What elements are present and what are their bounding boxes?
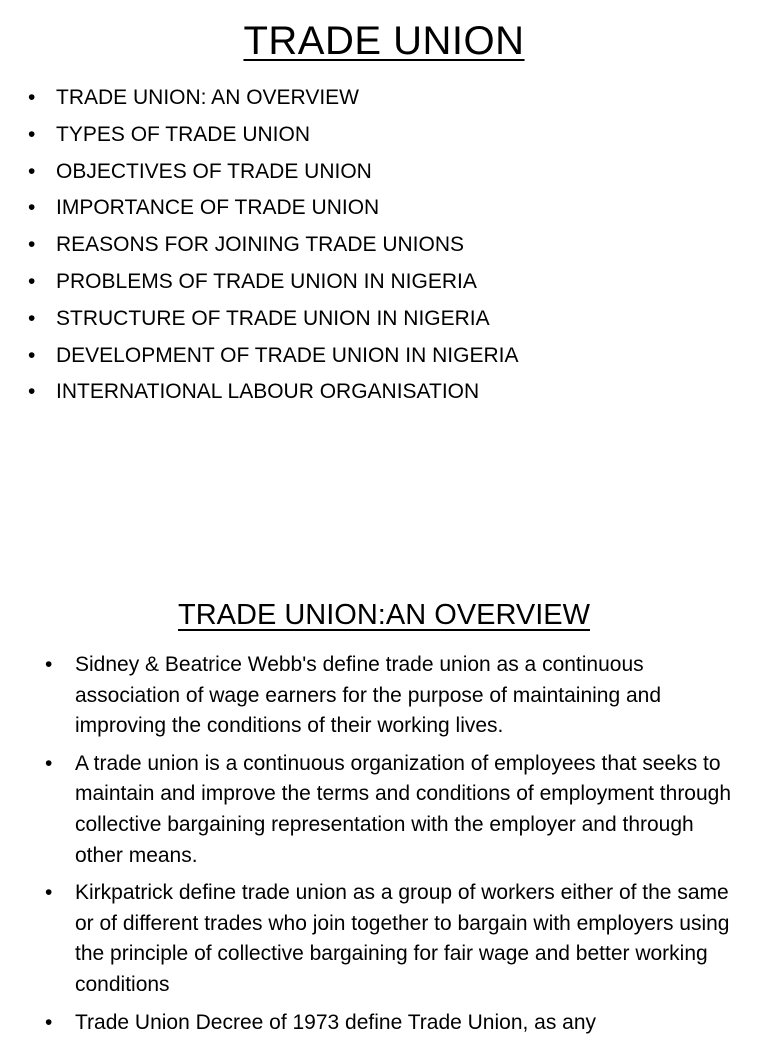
definition-item: • Kirkpatrick define trade union as a group of workers either of the same or of different trades who join together to bargain with employers using the principle of collective bargaining for fair wage and better working conditions <box>75 878 747 1000</box>
agenda-item: • IMPORTANCE OF TRADE UNION <box>56 190 736 227</box>
agenda-item: • INTERNATIONAL LABOUR ORGANISATION <box>56 374 736 411</box>
section-title-text: TRADE UNION:AN OVERVIEW <box>178 599 590 631</box>
agenda-item: • PROBLEMS OF TRADE UNION IN NIGERIA <box>56 264 736 301</box>
definition-item: • Trade Union Decree of 1973 define Trade Union, as any <box>75 1008 747 1039</box>
definition-item: • A trade union is a continuous organization of employees that seeks to maintain and improve the terms and conditions of employment through collective bargaining representation with the employer and through other means. <box>75 749 747 871</box>
agenda-item: • STRUCTURE OF TRADE UNION IN NIGERIA <box>56 301 736 338</box>
agenda-list <box>56 80 736 411</box>
section-title <box>0 598 768 632</box>
page-title-text: TRADE UNION <box>243 19 525 63</box>
agenda-item: • TRADE UNION: AN OVERVIEW <box>56 80 736 117</box>
definition-list <box>75 650 747 1045</box>
slide-overview <box>0 590 768 1034</box>
agenda-item: • TYPES OF TRADE UNION <box>56 117 736 154</box>
definition-item: • Sidney & Beatrice Webb's define trade union as a continuous association of wage earners for the purpose of maintaining and improving the conditions of their working lives. <box>75 650 747 742</box>
agenda-item: • OBJECTIVES OF TRADE UNION <box>56 154 736 191</box>
agenda-item: • REASONS FOR JOINING TRADE UNIONS <box>56 227 736 264</box>
page-title <box>0 18 768 64</box>
agenda-item: • DEVELOPMENT OF TRADE UNION IN NIGERIA <box>56 338 736 375</box>
